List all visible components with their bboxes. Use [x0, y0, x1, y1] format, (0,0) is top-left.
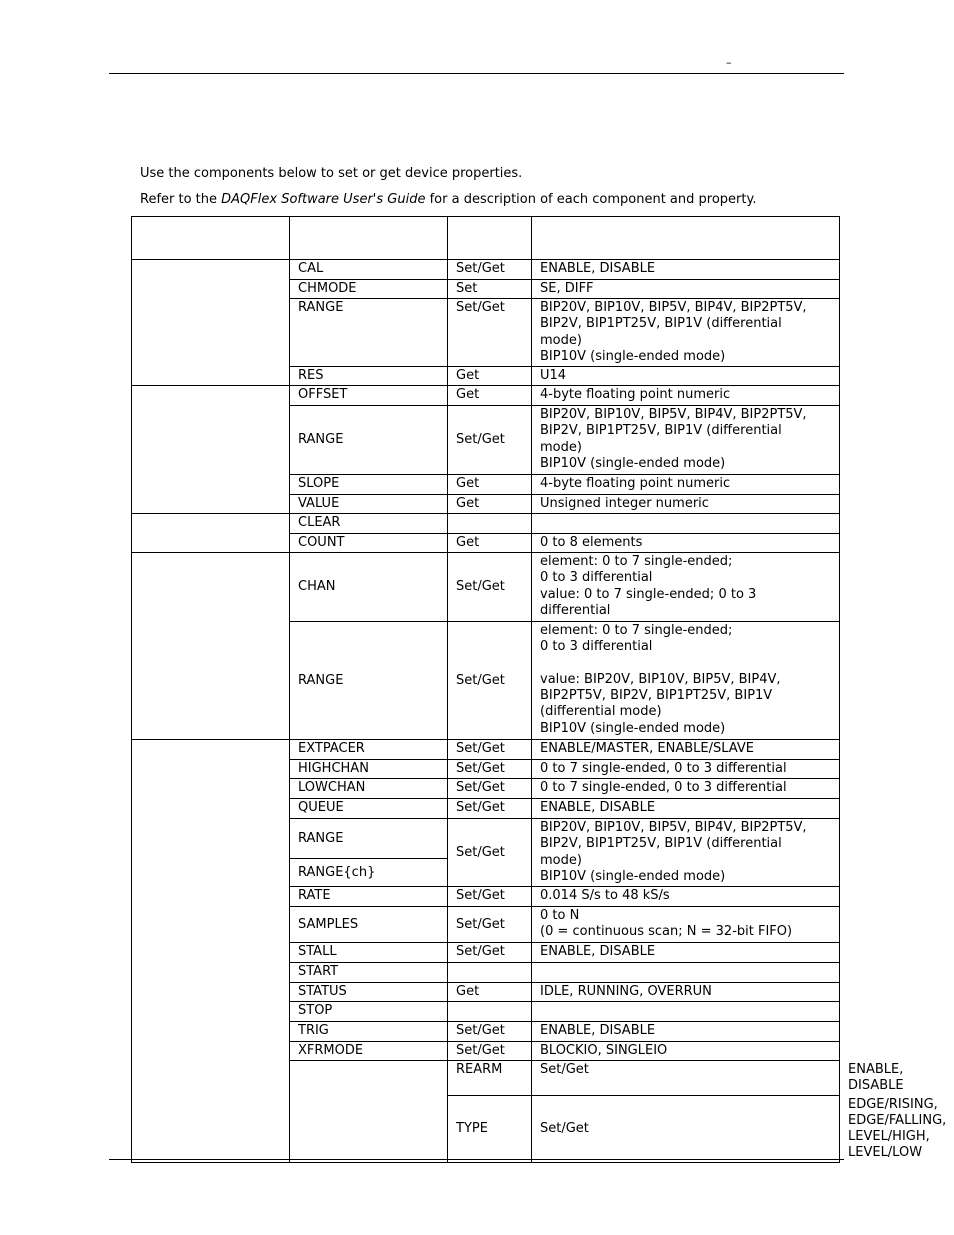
access-cell: [448, 1002, 532, 1022]
property-cell: STOP: [290, 1002, 448, 1022]
values-cell: Unsigned integer numeric: [532, 495, 840, 514]
access-cell: Set/Get: [448, 740, 532, 760]
value-line: element: 0 to 7 single-ended;: [540, 554, 733, 569]
footer-rule: [109, 1159, 844, 1160]
properties-table: [131, 216, 947, 1163]
table-row: REARM Set/Get ENABLE, DISABLE: [132, 1061, 840, 1096]
values-cell: BLOCKIO, SINGLEIO: [532, 1042, 840, 1061]
property-cell: CHAN: [290, 553, 448, 622]
values-cell: ENABLE, DISABLE: [532, 799, 840, 819]
header-rule: [109, 73, 844, 74]
values-cell: [532, 819, 840, 887]
value-line: value: 0 to 7 single-ended; 0 to 3: [540, 586, 757, 602]
property-cell: RANGE{ch}: [290, 859, 448, 887]
access-cell: Get: [448, 475, 532, 495]
property-cell: RANGE: [290, 299, 448, 367]
header-cell-values: [532, 217, 840, 260]
value-line: mode): [540, 332, 582, 348]
value-line: mode): [540, 852, 582, 868]
access-cell: Get: [448, 386, 532, 406]
property-cell: START: [290, 963, 448, 983]
value-line: 0 to N: [540, 908, 580, 923]
table-header-row: [132, 217, 840, 260]
property-cell: CHMODE: [290, 280, 448, 299]
values-cell: [532, 963, 840, 983]
value-line: BIP10V (single-ended mode): [540, 348, 726, 364]
property-cell: STALL: [290, 943, 448, 963]
guide-title: DAQFlex Software User's Guide: [221, 192, 426, 207]
access-cell: Set/Get: [448, 799, 532, 819]
value-line: [540, 656, 839, 672]
table-row: [132, 740, 840, 760]
property-cell: COUNT: [290, 534, 448, 553]
value-line: value: BIP20V, BIP10V, BIP5V, BIP4V,: [540, 671, 781, 687]
access-cell: [448, 514, 532, 534]
component-cell: [132, 260, 290, 386]
value-line: 0 to 3 differential: [540, 570, 653, 586]
access-cell: Set/Get: [532, 1061, 840, 1096]
access-cell: Get: [448, 367, 532, 386]
property-cell: HIGHCHAN: [290, 760, 448, 779]
value-line: BIP2V, BIP1PT25V, BIP1V (differential: [540, 316, 782, 332]
access-cell: Set/Get: [448, 943, 532, 963]
property-cell: RANGE: [290, 819, 448, 859]
access-cell: Set/Get: [448, 1022, 532, 1042]
component-cell: [290, 1061, 448, 1163]
access-cell: Set/Get: [448, 760, 532, 779]
property-cell: RATE: [290, 887, 448, 907]
value-line: BIP20V, BIP10V, BIP5V, BIP4V, BIP2PT5V,: [540, 300, 807, 315]
values-cell: 0 to 7 single-ended, 0 to 3 differential: [532, 760, 840, 779]
property-cell: LOWCHAN: [290, 779, 448, 799]
header-dash: –: [726, 56, 732, 69]
values-cell: 0 to 8 elements: [532, 534, 840, 553]
property-cell: VALUE: [290, 495, 448, 514]
values-cell: [532, 553, 840, 622]
access-cell: Set/Get: [448, 553, 532, 622]
values-cell: IDLE, RUNNING, OVERRUN: [532, 983, 840, 1002]
table-row: TYPE Set/Get EDGE/RISING, EDGE/FALLING, LEVEL/HIGH, LEVEL/LOW: [132, 1095, 840, 1162]
value-line: BIP10V (single-ended mode): [540, 455, 726, 471]
value-line: element: 0 to 7 single-ended;: [540, 623, 733, 638]
access-cell: Get: [448, 534, 532, 553]
values-cell: U14: [532, 367, 840, 386]
property-cell: CAL: [290, 260, 448, 280]
intro-suffix: for a description of each component and property.: [425, 192, 757, 207]
values-cell: [532, 907, 840, 943]
property-cell: CLEAR: [290, 514, 448, 534]
value-line: BIP10V (single-ended mode): [540, 720, 726, 736]
header-cell-access: [448, 217, 532, 260]
component-cell: [132, 514, 290, 553]
access-cell: [448, 963, 532, 983]
property-cell: SAMPLES: [290, 907, 448, 943]
component-cell: [132, 553, 290, 740]
access-cell: Set/Get: [448, 819, 532, 887]
property-cell: XFRMODE: [290, 1042, 448, 1061]
intro-line-1: Use the components below to set or get device properties.: [140, 166, 523, 181]
table-row: [132, 514, 840, 534]
values-cell: [532, 622, 840, 740]
values-cell: ENABLE/MASTER, ENABLE/SLAVE: [532, 740, 840, 760]
values-cell: [532, 406, 840, 475]
property-cell: TRIG: [290, 1022, 448, 1042]
intro-line-2: [140, 192, 756, 208]
values-cell: ENABLE, DISABLE: [532, 943, 840, 963]
access-cell: Set/Get: [448, 406, 532, 475]
access-cell: Set/Get: [448, 887, 532, 907]
value-line: mode): [540, 439, 582, 455]
table-row: [132, 386, 840, 406]
property-cell: RANGE: [290, 406, 448, 475]
component-cell: [132, 386, 290, 514]
values-cell: ENABLE, DISABLE: [532, 260, 840, 280]
values-cell: [532, 1002, 840, 1022]
values-cell: 4-byte floating point numeric: [532, 475, 840, 495]
access-cell: Set: [448, 280, 532, 299]
values-cell: 0 to 7 single-ended, 0 to 3 differential: [532, 779, 840, 799]
access-cell: Set/Get: [448, 299, 532, 367]
property-cell: EXTPACER: [290, 740, 448, 760]
value-line: (differential mode): [540, 704, 662, 720]
property-cell: RES: [290, 367, 448, 386]
access-cell: Get: [448, 495, 532, 514]
access-cell: Get: [448, 983, 532, 1002]
value-line: (0 = continuous scan; N = 32-bit FIFO): [540, 924, 793, 940]
access-cell: Set/Get: [448, 907, 532, 943]
property-cell: STATUS: [290, 983, 448, 1002]
access-cell: Set/Get: [532, 1095, 840, 1162]
header-cell-component: [132, 217, 290, 260]
values-cell: SE, DIFF: [532, 280, 840, 299]
table-row: [132, 260, 840, 280]
property-cell: SLOPE: [290, 475, 448, 495]
property-cell: REARM: [448, 1061, 532, 1096]
value-line: BIP20V, BIP10V, BIP5V, BIP4V, BIP2PT5V,: [540, 820, 807, 835]
values-cell: [532, 514, 840, 534]
values-cell: 0.014 S/s to 48 kS/s: [532, 887, 840, 907]
access-cell: Set/Get: [448, 622, 532, 740]
header-cell-property: [290, 217, 448, 260]
values-cell: ENABLE, DISABLE: [532, 1022, 840, 1042]
access-cell: Set/Get: [448, 1042, 532, 1061]
value-line: BIP20V, BIP10V, BIP5V, BIP4V, BIP2PT5V,: [540, 407, 807, 422]
value-line: 0 to 3 differential: [540, 639, 653, 655]
property-cell: TYPE: [448, 1095, 532, 1162]
value-line: BIP10V (single-ended mode): [540, 868, 726, 884]
intro-prefix: Refer to the: [140, 192, 222, 207]
access-cell: Set/Get: [448, 260, 532, 280]
component-cell: [132, 740, 290, 1163]
value-line: BIP2V, BIP1PT25V, BIP1V (differential: [540, 836, 782, 852]
property-cell: QUEUE: [290, 799, 448, 819]
property-cell: RANGE: [290, 622, 448, 740]
table-row: [132, 553, 840, 622]
access-cell: Set/Get: [448, 779, 532, 799]
value-line: BIP2V, BIP1PT25V, BIP1V (differential: [540, 423, 782, 439]
value-line: BIP2PT5V, BIP2V, BIP1PT25V, BIP1V: [540, 688, 773, 704]
value-line: differential: [540, 602, 611, 618]
values-cell: [532, 299, 840, 367]
property-cell: OFFSET: [290, 386, 448, 406]
values-cell: 4-byte floating point numeric: [532, 386, 840, 406]
